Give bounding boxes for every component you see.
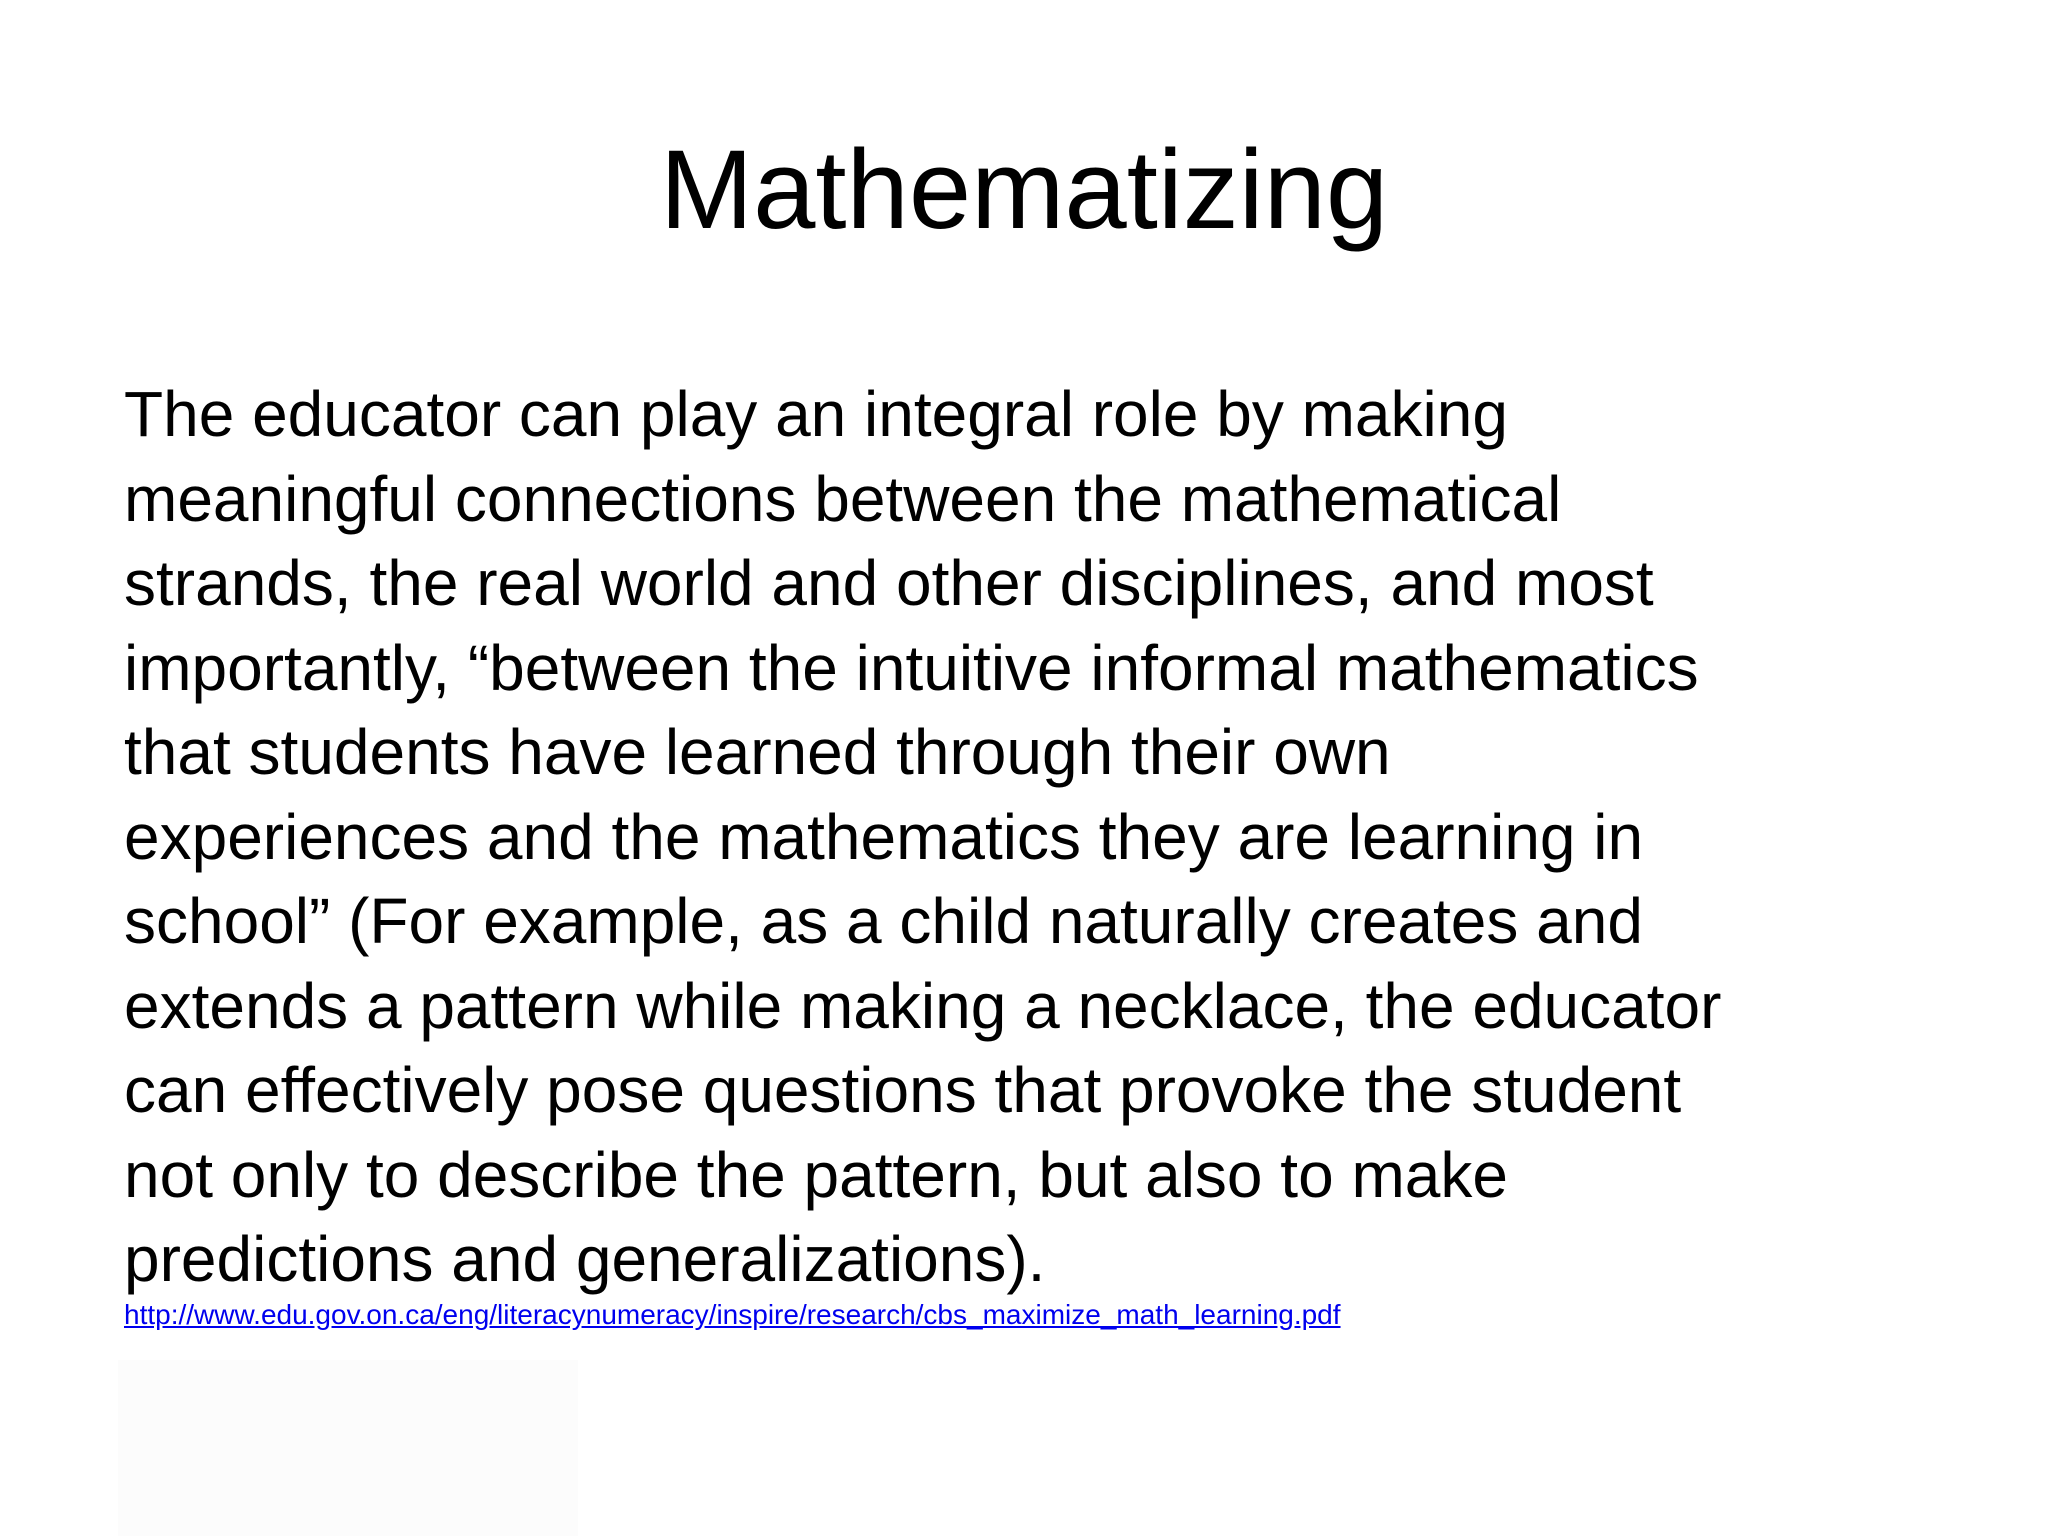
body-line: importantly, “between the intuitive informal mathematics: [124, 631, 1699, 704]
body-line: meaningful connections between the mathematical: [124, 462, 1562, 535]
body-line: predictions and generalizations).: [124, 1223, 1046, 1295]
body-line: school” (For example, as a child naturally creates and: [124, 885, 1643, 957]
source-link[interactable]: http://www.edu.gov.on.ca/eng/literacynumeracy/inspire/research/cbs_maximize_math_learning.pdf: [124, 1299, 1341, 1330]
faint-background-region: [118, 1360, 578, 1536]
body-line: not only to describe the pattern, but also to make: [124, 1138, 1508, 1211]
body-line: that students have learned through their own: [124, 716, 1391, 788]
body-line: experiences and the mathematics they are learning in: [124, 800, 1644, 873]
body-line: The educator can play an integral role by making: [124, 378, 1508, 450]
body-line: strands, the real world and other disciplines, and most: [124, 547, 1654, 619]
body-line: extends a pattern while making a necklace, the educator: [124, 969, 1722, 1042]
slide-body-text: [124, 372, 1954, 1302]
body-line: can effectively pose questions that provoke the student: [124, 1054, 1682, 1126]
slide-title: Mathematizing: [659, 127, 1389, 252]
